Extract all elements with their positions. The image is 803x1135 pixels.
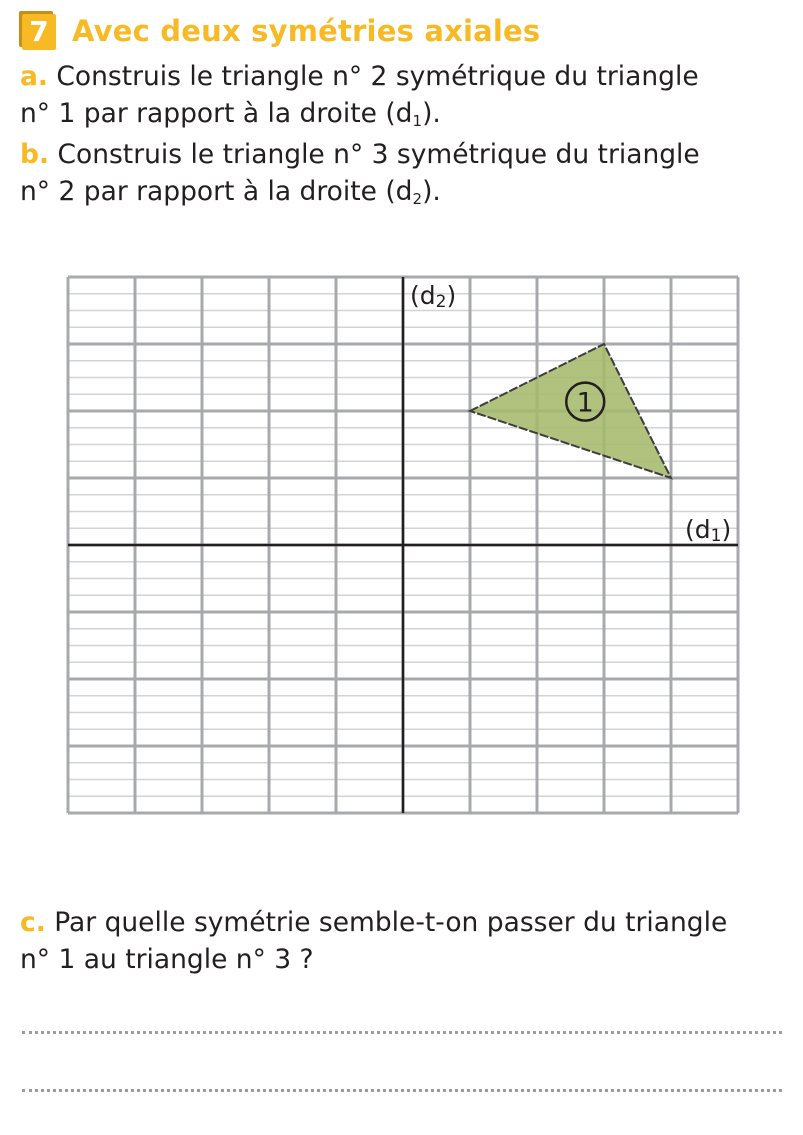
answer-line-1[interactable] [22,1031,782,1034]
triangle-1-label: 1 [576,387,594,419]
exercise-title: Avec deux symétries axiales [72,14,541,48]
question-c-line-1 [20,904,727,941]
axis-d2-label [410,281,456,312]
axis-d2-label-sub: 2 [435,292,447,312]
question-b-text-1: Construis le triangle n° 3 symétrique du triangle [57,139,700,170]
question-a-text-2-end: ). [422,98,441,129]
question-a-text-2: n° 1 par rapport à la droite (d [20,98,413,129]
exercise-number: 7 [29,15,49,48]
axis-d1-label-post: ) [721,515,732,544]
question-b-subscript: 2 [412,190,423,208]
axis-d1-label [685,515,731,546]
question-c-line-2: n° 1 au triangle n° 3 ? [20,944,314,975]
question-b-text-2-end: ). [422,176,441,207]
axis-d2-label-pre: (d [410,281,436,310]
question-c-letter: c. [20,907,46,938]
question-a-letter: a. [20,61,48,92]
question-a-subscript: 1 [412,112,423,130]
axis-d1-label-pre: (d [685,515,711,544]
axis-d1-label-sub: 1 [710,526,722,546]
answer-line-2[interactable] [22,1089,782,1092]
axis-d2-label-post: ) [446,281,457,310]
question-a-text-1: Construis le triangle n° 2 symétrique du triangle [56,61,699,92]
question-b-text-2: n° 2 par rapport à la droite (d [20,176,413,207]
question-c-text-1: Par quelle symétrie semble-t-on passer du triangle [54,907,728,938]
question-b-letter: b. [20,139,50,170]
